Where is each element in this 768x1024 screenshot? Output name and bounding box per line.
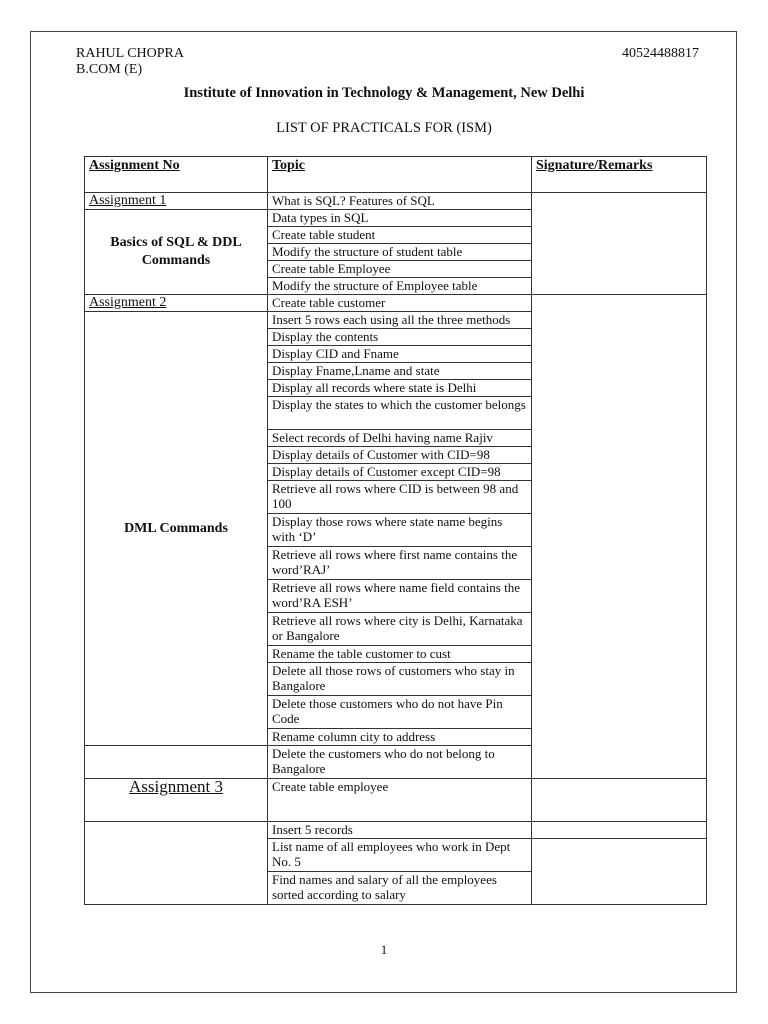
list-title: LIST OF PRACTICALS FOR (ISM) bbox=[276, 120, 492, 136]
signature-cell bbox=[532, 295, 707, 779]
table-row bbox=[85, 779, 707, 822]
topic-cell: Create table employee bbox=[268, 779, 532, 822]
topic-cell: Retrieve all rows where name field contains the word’RA ESH’ bbox=[268, 580, 532, 613]
topic-cell: Delete those customers who do not have Pin Code bbox=[268, 696, 532, 729]
empty-assignment-cell bbox=[85, 746, 268, 779]
topic-cell: Display the contents bbox=[268, 329, 532, 346]
topic-cell: Rename the table customer to cust bbox=[268, 646, 532, 663]
table-row bbox=[85, 193, 707, 210]
topic-cell: Rename column city to address bbox=[268, 729, 532, 746]
topic-cell: Display CID and Fname bbox=[268, 346, 532, 363]
topic-cell: Create table Employee bbox=[268, 261, 532, 278]
table-row bbox=[85, 295, 707, 312]
empty-assignment-cell bbox=[85, 822, 268, 905]
topic-cell: Data types in SQL bbox=[268, 210, 532, 227]
topic-cell: What is SQL? Features of SQL bbox=[268, 193, 532, 210]
assignment-2-label: Assignment 2 bbox=[85, 295, 268, 312]
topic-cell: Modify the structure of student table bbox=[268, 244, 532, 261]
assignment-3-label: Assignment 3 bbox=[85, 779, 268, 822]
table-header-row bbox=[85, 157, 707, 193]
header-signature: Signature/Remarks bbox=[532, 157, 707, 193]
topic-cell: Display Fname,Lname and state bbox=[268, 363, 532, 380]
topic-cell: Create table student bbox=[268, 227, 532, 244]
group-dml-label: DML Commands bbox=[85, 312, 268, 746]
signature-cell bbox=[532, 822, 707, 839]
topic-cell: Find names and salary of all the employees sorted according to salary bbox=[268, 872, 532, 905]
signature-cell bbox=[532, 193, 707, 295]
topic-cell: Create table customer bbox=[268, 295, 532, 312]
student-name: RAHUL CHOPRA bbox=[76, 46, 184, 61]
topic-cell: Modify the structure of Employee table bbox=[268, 278, 532, 295]
topic-cell: List name of all employees who work in Dept No. 5 bbox=[268, 839, 532, 872]
topic-cell: Select records of Delhi having name Rajiv bbox=[268, 430, 532, 447]
topic-cell: Display details of Customer except CID=98 bbox=[268, 464, 532, 481]
header-assignment-no: Assignment No bbox=[85, 157, 268, 193]
topic-cell: Retrieve all rows where CID is between 98 and 100 bbox=[268, 481, 532, 514]
student-course: B.COM (E) bbox=[76, 62, 143, 77]
topic-cell: Display the states to which the customer belongs bbox=[268, 397, 532, 430]
roll-number: 40524488817 bbox=[622, 46, 699, 61]
topic-cell: Display details of Customer with CID=98 bbox=[268, 447, 532, 464]
table-row bbox=[85, 822, 707, 839]
header-topic: Topic bbox=[268, 157, 532, 193]
practicals-table bbox=[84, 156, 707, 905]
topic-cell: Insert 5 records bbox=[268, 822, 532, 839]
topic-cell: Delete the customers who do not belong to Bangalore bbox=[268, 746, 532, 779]
topic-cell: Display all records where state is Delhi bbox=[268, 380, 532, 397]
page-number: 1 bbox=[380, 942, 388, 957]
assignment-1-label: Assignment 1 bbox=[85, 193, 268, 210]
group-ddl-label: Basics of SQL & DDL Commands bbox=[85, 210, 268, 295]
topic-cell: Delete all those rows of customers who stay in Bangalore bbox=[268, 663, 532, 696]
topic-cell: Retrieve all rows where first name contains the word’RAJ’ bbox=[268, 547, 532, 580]
institute-title: Institute of Innovation in Technology & Management, New Delhi bbox=[183, 85, 585, 101]
signature-cell bbox=[532, 839, 707, 905]
topic-cell: Display those rows where state name begins with ‘D’ bbox=[268, 514, 532, 547]
topic-cell: Retrieve all rows where city is Delhi, Karnataka or Bangalore bbox=[268, 613, 532, 646]
signature-cell bbox=[532, 779, 707, 822]
topic-cell: Insert 5 rows each using all the three methods bbox=[268, 312, 532, 329]
